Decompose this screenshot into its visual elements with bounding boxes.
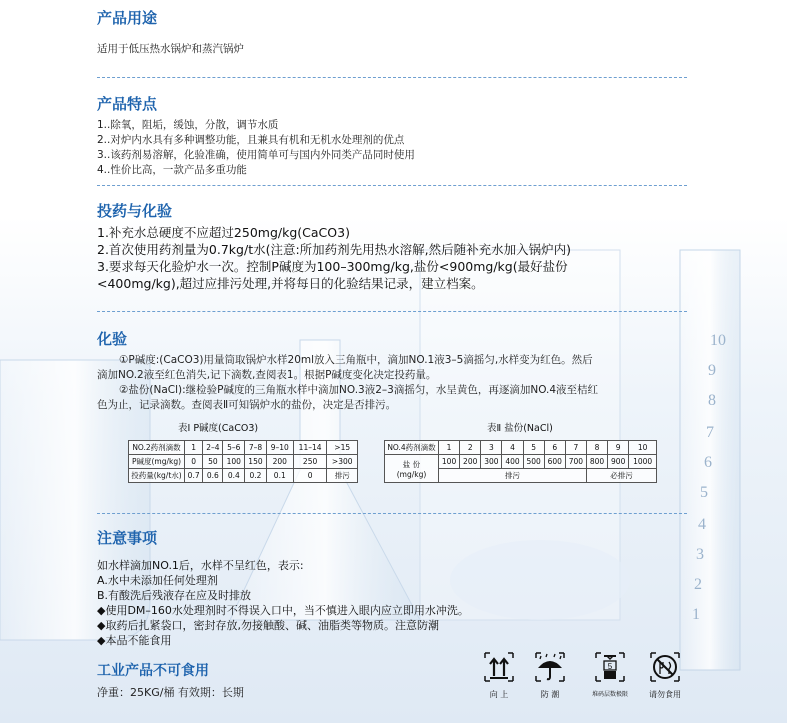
table-cell: 6 [544,441,565,455]
note-item: ◆本品不能食用 [97,634,172,647]
table-row [129,469,358,483]
table-row-label: NO.4药剂滴数 [385,441,439,455]
test-p-alkalinity-cont: 滴加NO.2液至红色消失,记下滴数,查阅表1。根据P碱度变化决定投药量。 [97,369,437,381]
table-cell: 9 [608,441,629,455]
table-cell: 100 [439,455,460,469]
dosing-item: 3.要求每天化验炉水一次。控制P碱度为100–300mg/kg,盐份<900mg/kg(最好盐份 [97,259,568,274]
table-cell: 0.6 [203,469,223,483]
table-row [385,455,657,469]
divider [97,185,687,186]
table2 [384,440,657,483]
svg-text:10: 10 [710,332,726,349]
svg-text:4: 4 [698,516,706,533]
package-label: 向 上 [489,690,509,699]
table-row-label: NO.2药剂滴数 [129,441,185,455]
table-cell: >300 [327,455,358,469]
test-procedure [97,353,667,413]
dosing-item: <400mg/kg),超过应排污处理,并将每日的化验结果记录，建立档案。 [97,276,484,291]
table-cell: 400 [502,455,523,469]
table-cell: 500 [523,455,544,469]
svg-text:2: 2 [694,576,702,593]
table1 [128,440,358,483]
package-icon-dry [533,650,567,700]
feature-item: 3..该药剂易溶解，化验准确，使用简单可与国内外同类产品同时使用 [97,149,415,161]
table2-caption: 表Ⅱ 盐份(NaCl) [487,423,553,434]
usage-title: 产品用途 [97,9,158,27]
table-row [129,441,358,455]
divider [97,311,687,312]
not-edible-icon [648,650,682,684]
test-p-alkalinity: ①P碱度:(CaCO3)用量筒取锅炉水样20ml放入三角瓶中，滴加NO.1液3–5滴摇匀,水样变为红色。然后 [119,354,593,366]
features-list [97,118,697,178]
table-cell: 0.2 [245,469,267,483]
dosing-list [97,224,697,292]
table-cell: 1 [185,441,203,455]
table-cell: 必排污 [586,469,656,483]
table-cell: >15 [327,441,358,455]
svg-text:5: 5 [700,484,708,501]
table-cell: 0 [293,469,327,483]
table-cell: 2–4 [203,441,223,455]
table-cell: 200 [460,455,481,469]
footer-net-weight: 净重：25KG/桶 有效期：长期 [97,686,244,699]
table-cell: 700 [565,455,586,469]
divider [97,513,687,514]
table-cell: 0.4 [223,469,245,483]
feature-item: 2..对炉内水具有多种调整功能，且兼具有机和无机水处理剂的优点 [97,134,405,146]
table-cell: 8 [586,441,607,455]
package-icon-up [482,650,516,700]
package-label: 堆码层数极限 [592,691,629,698]
table-cell: 排污 [327,469,358,483]
table-cell: 0 [185,455,203,469]
svg-text:3: 3 [696,546,704,563]
table-cell: 600 [544,455,565,469]
svg-text:8: 8 [708,392,716,409]
table-cell: 50 [203,455,223,469]
keep-dry-icon [533,650,567,684]
table-cell: 300 [481,455,502,469]
table-row [385,441,657,455]
footer-title: 工业产品不可食用 [97,663,209,679]
test-salt: ②盐份(NaCl):继检验P碱度的三角瓶水样中滴加NO.3液2–3滴摇匀，水呈黄色，再逐滴加NO.4液至桔红 [119,384,599,396]
package-label: 防 潮 [540,690,560,699]
table-cell: 7 [565,441,586,455]
table-cell: 150 [245,455,267,469]
table-cell: 250 [293,455,327,469]
note-item: ◆取药后扎紧袋口，密封存放,勿接触酸、碱、油脂类等物质。注意防潮 [97,619,439,632]
package-icon-stack [592,650,628,698]
table-row-label: P碱度(mg/kg) [129,455,185,469]
table-cell: 4 [502,441,523,455]
table-cell: 11–14 [293,441,327,455]
note-item: B.有酸洗后残液存在应及时排放 [97,589,252,602]
this-way-up-icon [482,650,516,684]
table-cell: 1 [439,441,460,455]
note-item: ◆使用DM–160水处理剂时不得误入口中，当不慎进入眼内应立即用水冲洗。 [97,604,469,617]
table-row [129,455,358,469]
package-icon-not-edible [648,650,682,700]
notes-list [97,558,697,648]
table-cell: 5 [523,441,544,455]
table-cell: 100 [223,455,245,469]
notes-title: 注意事项 [97,529,158,547]
test-title: 化验 [97,330,128,348]
stack-limit-value: 5 [607,662,613,671]
table-cell: 900 [608,455,629,469]
table-cell: 0.7 [185,469,203,483]
dosing-item: 1.补充水总硬度不应超过250mg/kg(CaCO3) [97,225,350,240]
note-item: A.水中未添加任何处理剂 [97,574,218,587]
table-cell: 200 [266,455,293,469]
stacking-limit-icon [593,650,627,684]
table-row-label: 盐 份 (mg/kg) [385,455,439,483]
dosing-title: 投药与化验 [97,202,173,220]
table1-caption: 表Ⅰ P碱度(CaCO3) [178,423,259,434]
package-label: 请勿食用 [649,690,681,699]
table-cell: 0.1 [266,469,293,483]
svg-text:9: 9 [708,362,716,379]
table-cell: 9–10 [266,441,293,455]
svg-text:6: 6 [704,454,712,471]
feature-item: 4..性价比高，一款产品多重功能 [97,164,247,176]
usage-text: 适用于低压热水锅炉和蒸汽锅炉 [97,43,244,55]
table-cell: 2 [460,441,481,455]
dosing-item: 2.首次使用药剂量为0.7kg/t水(注意:所加药剂先用热水溶解,然后随补充水加入锅炉内) [97,242,572,257]
table-cell: 800 [586,455,607,469]
feature-item: 1..除氧，阻垢，缓蚀，分散，调节水质 [97,119,279,131]
table-cell: 5–6 [223,441,245,455]
table-cell: 排污 [439,469,587,483]
features-title: 产品特点 [97,95,158,113]
test-salt-cont: 色为止，记录滴数。查阅表Ⅱ可知锅炉水的盐份，决定是否排污。 [97,399,397,411]
table-cell: 7–8 [245,441,267,455]
table-row-label: 投药量(kg/t水) [129,469,185,483]
table-cell: 10 [629,441,657,455]
table-cell: 1000 [629,455,657,469]
svg-text:7: 7 [706,424,714,441]
table-cell: 3 [481,441,502,455]
note-item: 如水样滴加NO.1后，水样不呈红色，表示: [97,559,304,572]
svg-text:1: 1 [692,606,700,623]
divider [97,77,687,78]
